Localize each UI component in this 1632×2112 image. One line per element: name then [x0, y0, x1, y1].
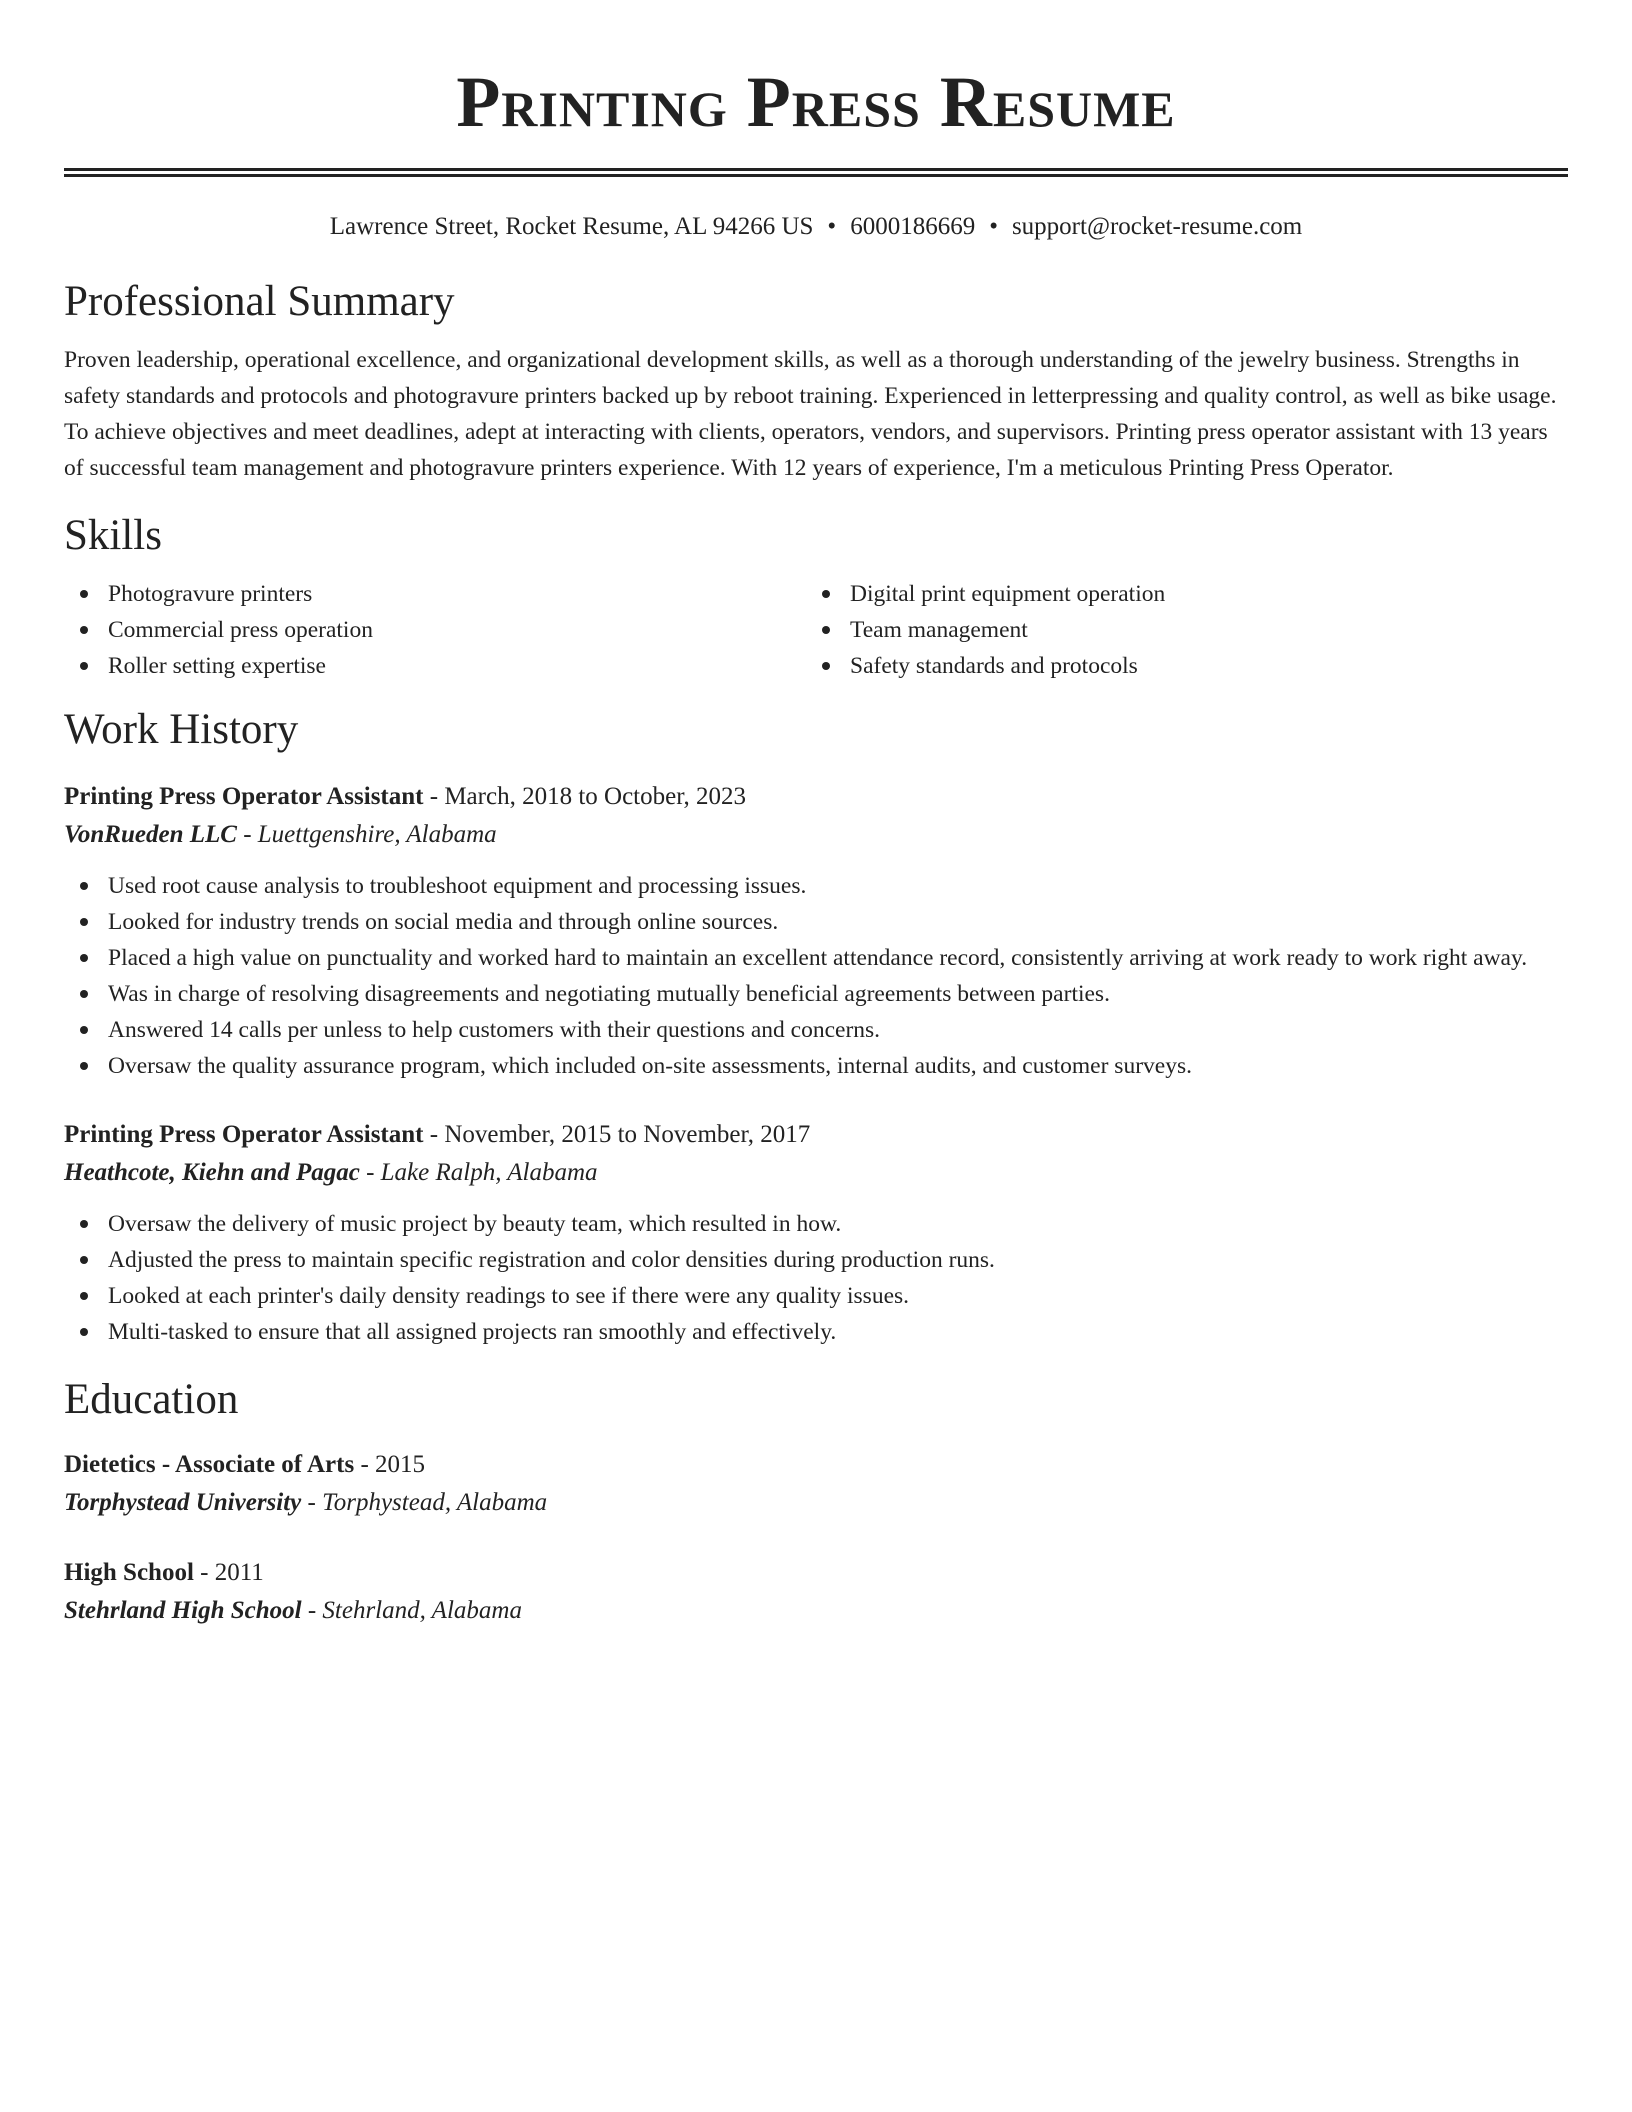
job-bullet: Oversaw the delivery of music project by beauty team, which resulted in how. [64, 1206, 1568, 1242]
dash-separator: - [354, 1451, 376, 1478]
dash-separator: - [301, 1489, 323, 1516]
job-bullet: Oversaw the quality assurance program, which included on-site assessments, internal audits, and customer surveys. [64, 1048, 1568, 1084]
bullet-icon [80, 990, 88, 998]
dash-separator: - [423, 783, 445, 810]
bullet-icon [822, 662, 830, 670]
company-name: Heathcote, Kiehn and Pagac [64, 1159, 360, 1186]
education-location: Stehrland, Alabama [322, 1597, 522, 1624]
bullet-icon [80, 1220, 88, 1228]
summary-heading: Professional Summary [64, 278, 455, 325]
job-bullet-list [64, 868, 1568, 1084]
job-bullet: Placed a high value on punctuality and worked hard to maintain an excellent attendance record, consistently arriving at work ready to work right away. [64, 940, 1568, 976]
bullet-icon [80, 1026, 88, 1034]
job-dates: November, 2015 to November, 2017 [444, 1121, 811, 1148]
job-dates: March, 2018 to October, 2023 [444, 783, 747, 810]
education-degree: High School [64, 1559, 194, 1586]
job-bullet-list [64, 1206, 1568, 1350]
contact-separator: • [827, 213, 837, 240]
education-degree-line [64, 1554, 1568, 1592]
contact-address: Lawrence Street, Rocket Resume, AL 94266 US [329, 213, 814, 240]
job-title: Printing Press Operator Assistant [64, 1121, 424, 1148]
job-bullet: Used root cause analysis to troubleshoot equipment and processing issues. [64, 868, 1568, 904]
bullet-icon [822, 626, 830, 634]
dash-separator: - [359, 1159, 381, 1186]
job-bullet: Adjusted the press to maintain specific registration and color densities during production runs. [64, 1242, 1568, 1278]
skill-item: Commercial press operation [64, 612, 806, 648]
skills-grid [64, 576, 1568, 684]
company-line [64, 1154, 1568, 1192]
bullet-icon [80, 882, 88, 890]
contact-phone: 6000186669 [850, 213, 976, 240]
contact-separator: • [989, 213, 998, 240]
bullet-icon [822, 590, 830, 598]
skill-item: Safety standards and protocols [806, 648, 1548, 684]
education-year: 2015 [375, 1451, 426, 1478]
contact-email: support@rocket-resume.com [1011, 213, 1303, 240]
bullet-icon [80, 1328, 88, 1336]
job-bullet: Looked at each printer's daily density readings to see if there were any quality issues. [64, 1278, 1568, 1314]
dash-separator: - [236, 821, 258, 848]
job-bullet: Answered 14 calls per unless to help customers with their questions and concerns. [64, 1012, 1568, 1048]
education-year: 2011 [214, 1559, 264, 1586]
job-bullet: Multi-tasked to ensure that all assigned projects ran smoothly and effectively. [64, 1314, 1568, 1350]
bullet-icon [80, 590, 88, 598]
skill-item: Team management [806, 612, 1548, 648]
bullet-icon [80, 954, 88, 962]
education-school-line [64, 1592, 1568, 1630]
company-line [64, 816, 1568, 854]
education-school-line [64, 1484, 1568, 1522]
dash-separator: - [423, 1121, 445, 1148]
education-school: Torphystead University [64, 1489, 302, 1516]
company-name: VonRueden LLC [64, 821, 237, 848]
resume-page [64, 0, 1568, 1630]
education-location: Torphystead, Alabama [322, 1489, 548, 1516]
bullet-icon [80, 1292, 88, 1300]
skill-item: Photogravure printers [64, 576, 806, 612]
bullet-icon [80, 1256, 88, 1264]
education-degree-line [64, 1446, 1568, 1484]
dash-separator: - [301, 1597, 323, 1624]
job-title: Printing Press Operator Assistant [64, 783, 424, 810]
bullet-icon [80, 918, 88, 926]
skills-column-right [806, 576, 1548, 684]
job-title-line [64, 778, 1568, 816]
job-bullet: Looked for industry trends on social media and through online sources. [64, 904, 1568, 940]
dash-separator: - [193, 1559, 215, 1586]
bullet-icon [80, 1062, 88, 1070]
job-title-line [64, 1116, 1568, 1154]
bullet-icon [80, 626, 88, 634]
skill-item: Roller setting expertise [64, 648, 806, 684]
job-bullet: Was in charge of resolving disagreements and negotiating mutually beneficial agreements between parties. [64, 976, 1568, 1012]
contact-line [64, 211, 1568, 243]
education-school: Stehrland High School [64, 1597, 302, 1624]
education-heading: Education [64, 1376, 239, 1423]
skills-heading: Skills [64, 512, 162, 559]
resume-title: Printing Press Resume [456, 62, 1176, 142]
work-history-heading: Work History [64, 706, 299, 753]
title-divider [64, 168, 1568, 177]
skill-item: Digital print equipment operation [806, 576, 1548, 612]
bullet-icon [80, 662, 88, 670]
skills-column-left [64, 576, 806, 684]
company-location: Lake Ralph, Alabama [380, 1159, 598, 1186]
education-degree: Dietetics - Associate of Arts [64, 1451, 355, 1478]
summary-text: Proven leadership, operational excellence, and organizational development skills, as well as a thorough understanding of the jewelry business. Strengths in safety standards and protocols and photogravure printers backed up by reboot training. Experienced in letterpressing and quality control, as well as bike usage. To achieve objectives and meet deadlines, adept at interacting with clients, operators, vendors, and supervisors. Printing press operator assistant with 13 years of successful team management and photogravure printers experience. With 12 years of experience, I'm a meticulous Printing Press Operator. [64, 347, 1557, 481]
company-location: Luettgenshire, Alabama [257, 821, 497, 848]
